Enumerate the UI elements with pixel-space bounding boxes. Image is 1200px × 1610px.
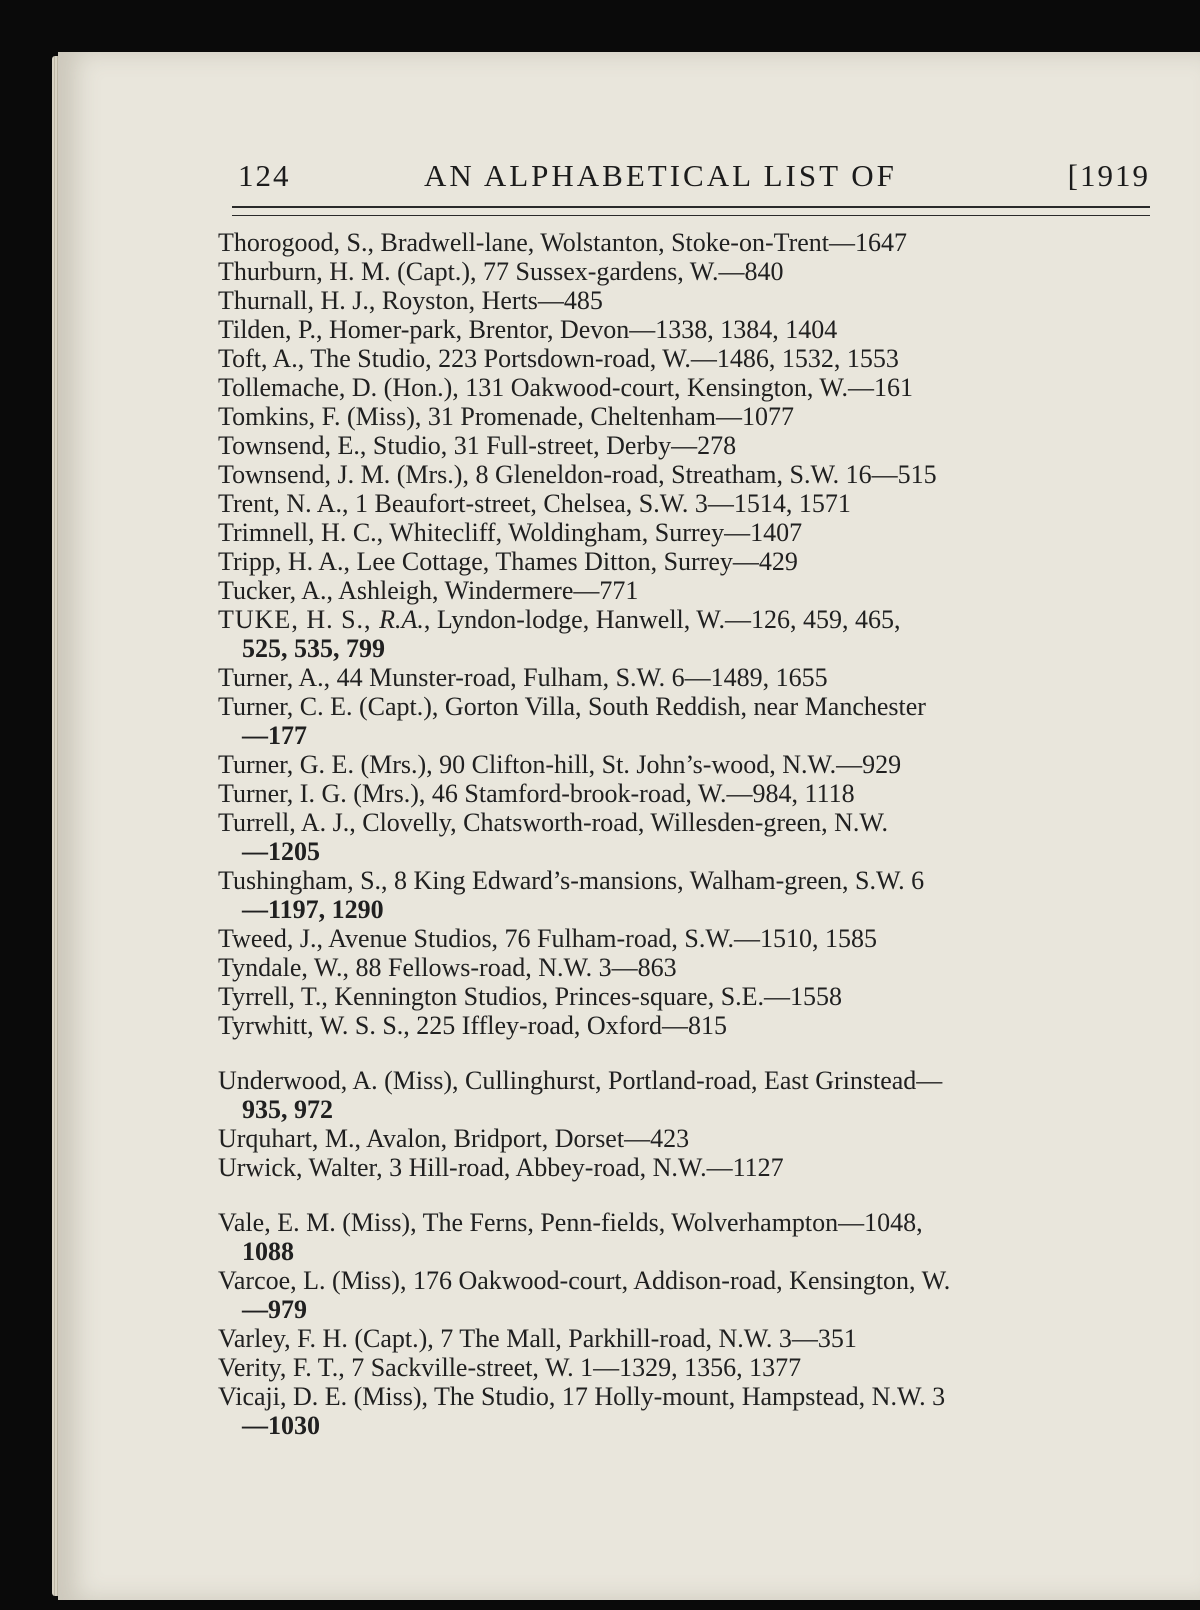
entry-continuation: —979 xyxy=(242,1295,307,1324)
page-header xyxy=(238,158,1150,198)
entry-text: Tucker, A., Ashleigh, Windermere—771 xyxy=(218,576,639,605)
entry-text: Tushingham, S., 8 King Edward’s-mansions, Walham-green, S.W. 6 xyxy=(218,866,925,895)
entry-continuation: —177 xyxy=(242,721,307,750)
entry-text: Turner, C. E. (Capt.), Gorton Villa, South Reddish, near Manchester xyxy=(218,692,926,721)
entry-continuation: —1205 xyxy=(242,837,320,866)
entry-continuation: 1088 xyxy=(242,1237,294,1266)
list-entry xyxy=(218,286,1143,315)
list-entry xyxy=(218,228,1143,257)
entry-text: Turrell, A. J., Clovelly, Chatsworth-road, Willesden-green, N.W. xyxy=(218,808,889,837)
list-entry xyxy=(218,1011,1143,1040)
list-entry xyxy=(218,1066,1143,1124)
list-entry xyxy=(218,750,1143,779)
list-entry xyxy=(218,924,1143,953)
entry-text: Turner, G. E. (Mrs.), 90 Clifton-hill, St. John’s-wood, N.W.—929 xyxy=(218,750,902,779)
entry-continuation: 525, 535, 799 xyxy=(242,634,385,663)
list-entry xyxy=(218,315,1143,344)
entry-text: Thurnall, H. J., Royston, Herts—485 xyxy=(218,286,603,315)
page-number: 124 xyxy=(238,158,291,193)
running-year: [1919 xyxy=(1067,158,1150,193)
list-entry xyxy=(218,257,1143,286)
list-entry xyxy=(218,1324,1143,1353)
entry-continuation: 935, 972 xyxy=(242,1095,333,1124)
section-gap xyxy=(218,1040,1143,1066)
entry-name: TUKE, H. S., xyxy=(218,605,380,634)
header-rule xyxy=(232,206,1150,216)
list-entry xyxy=(218,489,1143,518)
list-entry xyxy=(218,344,1143,373)
entry-text: Thurburn, H. M. (Capt.), 77 Sussex-gardens, W.—840 xyxy=(218,257,784,286)
list-entry xyxy=(218,1208,1143,1266)
list-entry xyxy=(218,1153,1143,1182)
entry-text: Urquhart, M., Avalon, Bridport, Dorset—423 xyxy=(218,1124,690,1153)
entry-list xyxy=(218,228,1143,1440)
entry-text: Toft, A., The Studio, 223 Portsdown-road, W.—1486, 1532, 1553 xyxy=(218,344,899,373)
entry-text: Tyrwhitt, W. S. S., 225 Iffley-road, Oxford—815 xyxy=(218,1011,727,1040)
list-entry xyxy=(218,460,1143,489)
list-entry xyxy=(218,663,1143,692)
entry-text: Turner, A., 44 Munster-road, Fulham, S.W. 6—1489, 1655 xyxy=(218,663,828,692)
entry-text: Thorogood, S., Bradwell-lane, Wolstanton, Stoke-on-Trent—1647 xyxy=(218,228,908,257)
entry-text: Vale, E. M. (Miss), The Ferns, Penn-fields, Wolverhampton—1048, xyxy=(218,1208,923,1237)
entry-text: Trimnell, H. C., Whitecliff, Woldingham, Surrey—1407 xyxy=(218,518,803,547)
list-entry xyxy=(218,692,1143,750)
list-entry xyxy=(218,953,1143,982)
entry-text: Tollemache, D. (Hon.), 131 Oakwood-court, Kensington, W.—161 xyxy=(218,373,914,402)
entry-text: Verity, F. T., 7 Sackville-street, W. 1—1329, 1356, 1377 xyxy=(218,1353,802,1382)
entry-continuation: —1197, 1290 xyxy=(242,895,384,924)
entry-text: Varley, F. H. (Capt.), 7 The Mall, Parkhill-road, N.W. 3—351 xyxy=(218,1324,857,1353)
entry-text: Tyndale, W., 88 Fellows-road, N.W. 3—863 xyxy=(218,953,677,982)
entry-text: Urwick, Walter, 3 Hill-road, Abbey-road, N.W.—1127 xyxy=(218,1153,784,1182)
running-title: AN ALPHABETICAL LIST OF xyxy=(424,158,897,193)
entry-text: Tyrrell, T., Kennington Studios, Princes-square, S.E.—1558 xyxy=(218,982,843,1011)
entry-text: Tilden, P., Homer-park, Brentor, Devon—1338, 1384, 1404 xyxy=(218,315,838,344)
list-entry xyxy=(218,1266,1143,1324)
list-entry xyxy=(218,431,1143,460)
entry-title: R.A. xyxy=(379,605,424,634)
entry-text: Tripp, H. A., Lee Cottage, Thames Ditton, Surrey—429 xyxy=(218,547,798,576)
list-entry xyxy=(218,982,1143,1011)
entry-text: Townsend, J. M. (Mrs.), 8 Gleneldon-road, Streatham, S.W. 16—515 xyxy=(218,460,937,489)
entry-text: Tomkins, F. (Miss), 31 Promenade, Cheltenham—1077 xyxy=(218,402,794,431)
entry-text: Underwood, A. (Miss), Cullinghurst, Portland-road, East Grinstead— xyxy=(218,1066,943,1095)
entry-text: Trent, N. A., 1 Beaufort-street, Chelsea, S.W. 3—1514, 1571 xyxy=(218,489,851,518)
entry-text: Vicaji, D. E. (Miss), The Studio, 17 Holly-mount, Hampstead, N.W. 3 xyxy=(218,1382,946,1411)
entry-continuation: —1030 xyxy=(242,1411,320,1440)
list-entry xyxy=(218,518,1143,547)
list-entry xyxy=(218,547,1143,576)
list-entry xyxy=(218,779,1143,808)
list-entry xyxy=(218,1353,1143,1382)
list-entry xyxy=(218,402,1143,431)
list-entry xyxy=(218,1382,1143,1440)
list-entry xyxy=(218,1124,1143,1153)
list-entry xyxy=(218,373,1143,402)
list-entry xyxy=(218,605,1143,663)
list-entry xyxy=(218,576,1143,605)
entry-text: Townsend, E., Studio, 31 Full-street, Derby—278 xyxy=(218,431,737,460)
entry-text: Varcoe, L. (Miss), 176 Oakwood-court, Addison-road, Kensington, W. xyxy=(218,1266,951,1295)
list-entry xyxy=(218,866,1143,924)
list-entry xyxy=(218,808,1143,866)
entry-text: Turner, I. G. (Mrs.), 46 Stamford-brook-road, W.—984, 1118 xyxy=(218,779,855,808)
entry-text: , Lyndon-lodge, Hanwell, W.—126, 459, 465, xyxy=(423,605,901,634)
section-gap xyxy=(218,1182,1143,1208)
entry-text: Tweed, J., Avenue Studios, 76 Fulham-road, S.W.—1510, 1585 xyxy=(218,924,877,953)
